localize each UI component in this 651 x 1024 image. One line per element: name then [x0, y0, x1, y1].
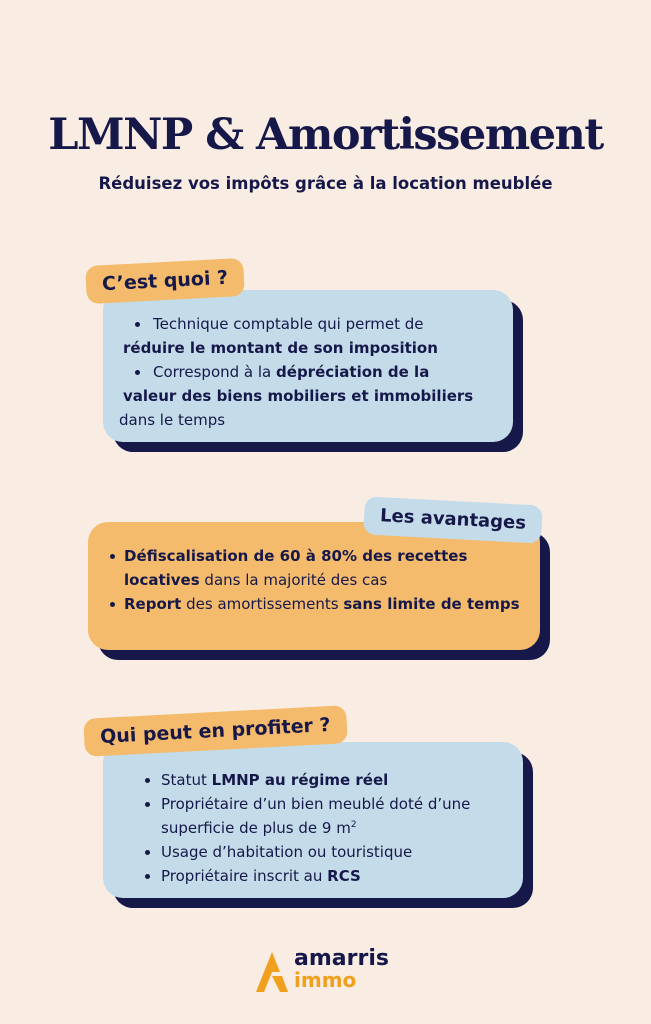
amarris-immo-logo — [252, 944, 412, 998]
tag-advantages: Les avantages — [363, 496, 543, 543]
logo-text-amarris: amarris — [294, 946, 389, 971]
list-item: Propriétaire inscrit au RCS — [143, 864, 513, 888]
logo-text-immo: immo — [294, 968, 357, 992]
logo-a-icon — [252, 946, 292, 996]
page-subtitle: Réduisez vos impôts grâce à la location meublée — [98, 174, 553, 193]
list-item: Propriétaire d’un bien meublé doté d’une superficie de plus de 9 $m^2$ — [143, 792, 513, 840]
list-item: Usage d’habitation ou touristique — [143, 840, 513, 864]
page-title: LMNP & Amortissement — [48, 110, 603, 160]
bullet-icon — [135, 370, 140, 375]
list-item: Technique comptable qui permet de — [123, 312, 503, 336]
list-item: Report des amortissements sans limite de temps — [108, 592, 520, 616]
list-item: Statut LMNP au régime réel — [143, 768, 513, 792]
card-who-can-benefit — [103, 742, 523, 898]
depreciation-bold: dépréciation de la — [276, 363, 430, 381]
tag-who-can-benefit: Qui peut en profiter ? — [83, 705, 347, 757]
tag-what-is-it: C’est quoi ? — [85, 258, 245, 304]
card-advantages — [88, 522, 540, 650]
bullet-icon — [135, 322, 140, 327]
list-item: Correspond à la dépréciation de la — [123, 360, 503, 384]
card-what-is-it-content: Technique comptable qui permet de réduire le montant de son imposition Correspond à la dépréciation de la valeur des biens mobiliers et immobiliers dans le temps — [103, 290, 513, 442]
list-item: Défiscalisation de 60 à 80% des recettes locatives dans la majorité des cas — [108, 544, 520, 592]
